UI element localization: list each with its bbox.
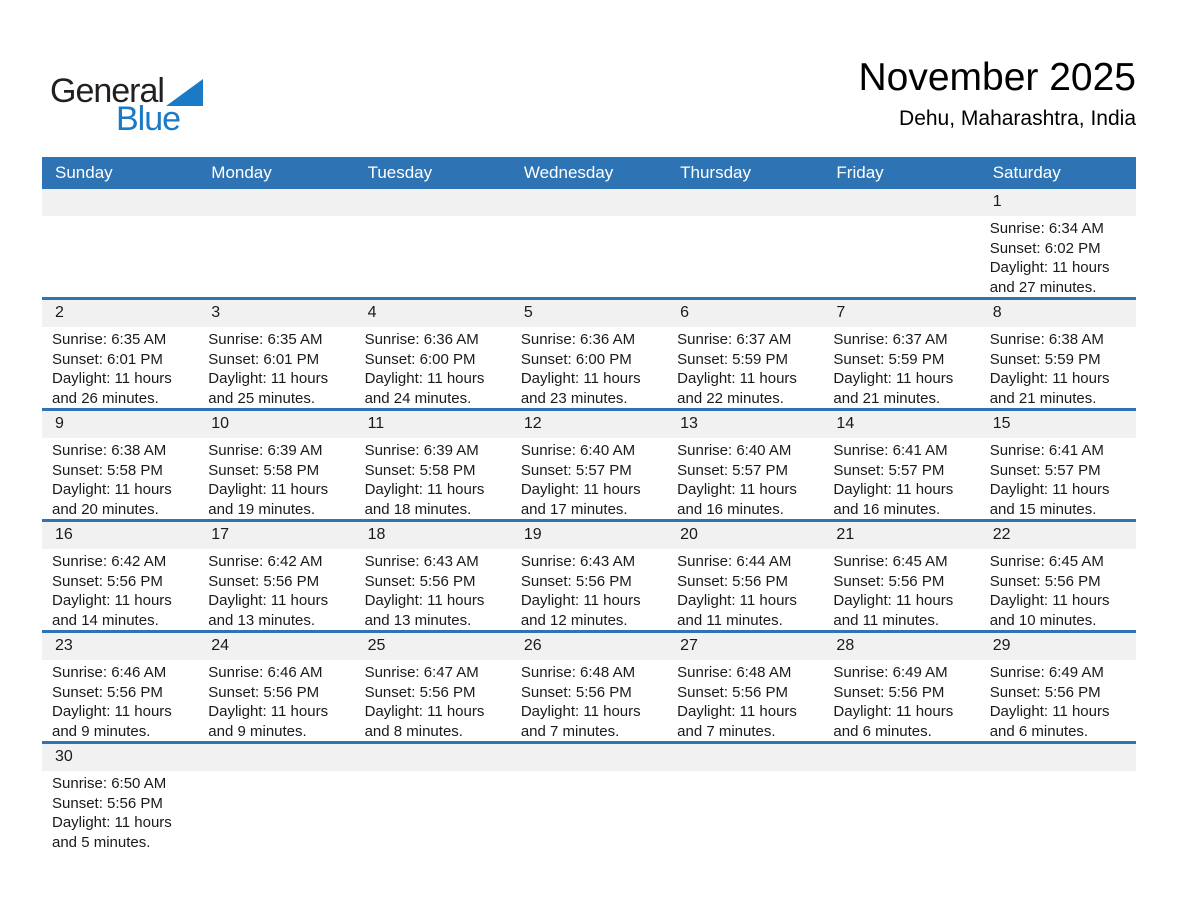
day-details [198,327,354,408]
day-number [198,744,354,771]
day-details [198,771,354,774]
sunset-text: Sunset: 6:00 PM [364,350,476,368]
daylight-text: Daylight: 11 hours and 5 minutes. [52,814,172,851]
sunrise-text: Sunrise: 6:43 AM [520,553,636,570]
daylight-text: Daylight: 11 hours and 9 minutes. [208,703,329,740]
sunset-text: Sunset: 5:56 PM [677,683,789,701]
day-cell-21 [823,522,979,630]
day-cell-26 [511,633,667,741]
daylight-text: Daylight: 11 hours and 14 minutes. [52,592,172,629]
logo-text-general: General [50,72,164,110]
day-details [355,438,511,519]
day-number [42,189,198,216]
day-number [823,744,979,771]
sunrise-text: Sunrise: 6:34 AM [989,220,1104,237]
sunrise-text: Sunrise: 6:46 AM [52,664,167,681]
day-number: 11 [355,411,511,438]
daylight-text: Daylight: 11 hours and 27 minutes. [989,259,1110,296]
day-details [667,549,823,630]
weekday-tuesday: Tuesday [367,163,433,182]
sunset-text: Sunset: 5:56 PM [52,572,163,590]
empty-day-cell [198,189,354,297]
calendar-table [42,157,1136,852]
day-details [980,660,1136,741]
sunset-text: Sunset: 5:57 PM [520,461,632,479]
day-cell-5 [511,300,667,408]
day-details [980,549,1136,630]
empty-day-cell [667,189,823,297]
sunset-text: Sunset: 5:59 PM [677,350,789,368]
week-row [42,300,1136,411]
week-row [42,189,1136,300]
day-number: 7 [823,300,979,327]
general-blue-logo [50,74,203,136]
weekday-monday: Monday [211,163,272,182]
daylight-text: Daylight: 11 hours and 8 minutes. [364,703,485,740]
empty-day-cell [823,744,979,852]
daylight-text: Daylight: 11 hours and 21 minutes. [833,370,954,407]
day-number: 9 [42,411,198,438]
day-details [198,216,354,219]
empty-day-cell [667,744,823,852]
day-number [980,744,1136,771]
sunrise-text: Sunrise: 6:38 AM [989,331,1104,348]
day-cell-28 [823,633,979,741]
day-details [355,327,511,408]
day-number: 25 [355,633,511,660]
week-row [42,744,1136,852]
day-details [42,660,198,741]
logo-text-blue: Blue [116,100,181,138]
sunrise-text: Sunrise: 6:45 AM [989,553,1104,570]
daylight-text: Daylight: 11 hours and 12 minutes. [520,592,641,629]
daylight-text: Daylight: 11 hours and 16 minutes. [677,481,797,518]
day-details [667,216,823,219]
daylight-text: Daylight: 11 hours and 7 minutes. [677,703,797,740]
day-number: 12 [511,411,667,438]
day-details [823,438,979,519]
day-cell-4 [355,300,511,408]
sunset-text: Sunset: 5:56 PM [833,572,945,590]
day-number: 24 [198,633,354,660]
day-cell-20 [667,522,823,630]
day-number: 16 [42,522,198,549]
day-details [355,771,511,774]
day-details [980,327,1136,408]
daylight-text: Daylight: 11 hours and 21 minutes. [989,370,1110,407]
day-cell-12 [511,411,667,519]
sunrise-text: Sunrise: 6:40 AM [520,442,636,459]
weekday-friday: Friday [836,163,884,182]
sunrise-text: Sunrise: 6:39 AM [208,442,323,459]
sunrise-text: Sunrise: 6:46 AM [208,664,323,681]
daylight-text: Daylight: 11 hours and 6 minutes. [989,703,1110,740]
day-number: 26 [511,633,667,660]
week-row [42,522,1136,633]
week-row [42,411,1136,522]
day-number: 10 [198,411,354,438]
sunset-text: Sunset: 5:57 PM [833,461,945,479]
daylight-text: Daylight: 11 hours and 24 minutes. [364,370,485,407]
day-details [667,660,823,741]
daylight-text: Daylight: 11 hours and 26 minutes. [52,370,172,407]
daylight-text: Daylight: 11 hours and 16 minutes. [833,481,954,518]
day-cell-18 [355,522,511,630]
day-cell-6 [667,300,823,408]
daylight-text: Daylight: 11 hours and 19 minutes. [208,481,329,518]
sunset-text: Sunset: 5:56 PM [520,683,632,701]
day-number: 1 [980,189,1136,216]
day-details [355,660,511,741]
day-cell-29 [980,633,1136,741]
day-details [511,771,667,774]
daylight-text: Daylight: 11 hours and 11 minutes. [833,592,954,629]
day-cell-2 [42,300,198,408]
daylight-text: Daylight: 11 hours and 18 minutes. [364,481,485,518]
day-details [511,660,667,741]
day-cell-25 [355,633,511,741]
sunset-text: Sunset: 5:58 PM [364,461,476,479]
day-number [511,744,667,771]
sunrise-text: Sunrise: 6:41 AM [989,442,1104,459]
day-details [823,771,979,774]
daylight-text: Daylight: 11 hours and 7 minutes. [520,703,641,740]
day-details [355,216,511,219]
sunset-text: Sunset: 6:01 PM [52,350,163,368]
day-details [823,216,979,219]
day-number: 6 [667,300,823,327]
calendar-weeks [42,189,1136,852]
weekday-thursday: Thursday [680,163,752,182]
day-cell-10 [198,411,354,519]
day-details [198,549,354,630]
day-details [511,438,667,519]
weekday-saturday: Saturday [992,163,1061,182]
day-details [511,327,667,408]
sunset-text: Sunset: 5:56 PM [364,683,476,701]
empty-day-cell [511,189,667,297]
day-cell-1 [980,189,1136,297]
sunrise-text: Sunrise: 6:45 AM [833,553,948,570]
day-number: 3 [198,300,354,327]
day-details [667,771,823,774]
day-details [667,438,823,519]
sunrise-text: Sunrise: 6:50 AM [52,775,167,792]
day-cell-15 [980,411,1136,519]
day-cell-7 [823,300,979,408]
day-cell-3 [198,300,354,408]
day-details [42,216,198,219]
daylight-text: Daylight: 11 hours and 17 minutes. [520,481,641,518]
day-number: 19 [511,522,667,549]
page-subtitle: Dehu, Maharashtra, India [899,107,1136,130]
sunset-text: Sunset: 5:56 PM [364,572,476,590]
daylight-text: Daylight: 11 hours and 25 minutes. [208,370,329,407]
day-cell-30 [42,744,198,852]
day-details [42,549,198,630]
empty-day-cell [511,744,667,852]
sunrise-text: Sunrise: 6:47 AM [364,664,479,681]
day-number: 21 [823,522,979,549]
day-number: 14 [823,411,979,438]
day-cell-17 [198,522,354,630]
day-number [823,189,979,216]
day-number: 18 [355,522,511,549]
empty-day-cell [355,189,511,297]
empty-day-cell [980,744,1136,852]
daylight-text: Daylight: 11 hours and 13 minutes. [208,592,329,629]
day-cell-8 [980,300,1136,408]
sunrise-text: Sunrise: 6:36 AM [364,331,479,348]
day-cell-24 [198,633,354,741]
day-details [42,771,198,852]
sunrise-text: Sunrise: 6:43 AM [364,553,479,570]
sunset-text: Sunset: 5:56 PM [208,683,320,701]
sunrise-text: Sunrise: 6:44 AM [677,553,792,570]
weekday-header-row [42,157,1136,189]
daylight-text: Daylight: 11 hours and 10 minutes. [989,592,1110,629]
sunset-text: Sunset: 5:56 PM [989,683,1101,701]
day-number: 30 [42,744,198,771]
sunrise-text: Sunrise: 6:41 AM [833,442,948,459]
sunrise-text: Sunrise: 6:49 AM [989,664,1104,681]
day-cell-11 [355,411,511,519]
sunset-text: Sunset: 5:58 PM [208,461,320,479]
sunset-text: Sunset: 5:59 PM [833,350,945,368]
empty-day-cell [198,744,354,852]
day-details [823,549,979,630]
day-number: 13 [667,411,823,438]
sunset-text: Sunset: 5:56 PM [989,572,1101,590]
sunset-text: Sunset: 5:56 PM [52,683,163,701]
daylight-text: Daylight: 11 hours and 6 minutes. [833,703,954,740]
day-number: 8 [980,300,1136,327]
day-number [355,189,511,216]
sunset-text: Sunset: 5:56 PM [520,572,632,590]
sunset-text: Sunset: 5:57 PM [989,461,1101,479]
week-row [42,633,1136,744]
day-details [980,216,1136,297]
day-details [667,327,823,408]
day-details [980,771,1136,774]
day-number: 20 [667,522,823,549]
day-cell-16 [42,522,198,630]
weekday-sunday: Sunday [55,163,113,182]
day-number [667,189,823,216]
day-cell-9 [42,411,198,519]
day-details [355,549,511,630]
sunrise-text: Sunrise: 6:42 AM [208,553,323,570]
day-number [667,744,823,771]
day-number [198,189,354,216]
day-number: 22 [980,522,1136,549]
sunrise-text: Sunrise: 6:36 AM [520,331,636,348]
sunrise-text: Sunrise: 6:37 AM [677,331,792,348]
day-details [823,660,979,741]
day-number: 4 [355,300,511,327]
daylight-text: Daylight: 11 hours and 22 minutes. [677,370,797,407]
day-number: 27 [667,633,823,660]
empty-day-cell [355,744,511,852]
weekday-wednesday: Wednesday [523,163,614,182]
sunrise-text: Sunrise: 6:39 AM [364,442,479,459]
daylight-text: Daylight: 11 hours and 9 minutes. [52,703,172,740]
daylight-text: Daylight: 11 hours and 11 minutes. [677,592,797,629]
sunset-text: Sunset: 5:56 PM [677,572,789,590]
day-number: 17 [198,522,354,549]
day-cell-13 [667,411,823,519]
day-number [355,744,511,771]
day-cell-14 [823,411,979,519]
sunrise-text: Sunrise: 6:35 AM [208,331,323,348]
day-number: 23 [42,633,198,660]
sunset-text: Sunset: 5:57 PM [677,461,789,479]
sunset-text: Sunset: 5:58 PM [52,461,163,479]
day-cell-19 [511,522,667,630]
sunrise-text: Sunrise: 6:37 AM [833,331,948,348]
sunrise-text: Sunrise: 6:38 AM [52,442,167,459]
day-number [511,189,667,216]
sunrise-text: Sunrise: 6:49 AM [833,664,948,681]
daylight-text: Daylight: 11 hours and 23 minutes. [520,370,641,407]
day-details [511,216,667,219]
day-cell-22 [980,522,1136,630]
empty-day-cell [42,189,198,297]
sunrise-text: Sunrise: 6:40 AM [677,442,792,459]
day-details [511,549,667,630]
daylight-text: Daylight: 11 hours and 20 minutes. [52,481,172,518]
page-title: November 2025 [858,56,1136,99]
sunset-text: Sunset: 6:01 PM [208,350,320,368]
day-details [198,660,354,741]
day-number: 29 [980,633,1136,660]
day-details [42,438,198,519]
sunset-text: Sunset: 5:59 PM [989,350,1101,368]
day-cell-27 [667,633,823,741]
sunset-text: Sunset: 6:00 PM [520,350,632,368]
sunrise-text: Sunrise: 6:48 AM [520,664,636,681]
day-details [980,438,1136,519]
sunrise-text: Sunrise: 6:35 AM [52,331,167,348]
sunrise-text: Sunrise: 6:42 AM [52,553,167,570]
sunrise-text: Sunrise: 6:48 AM [677,664,792,681]
day-number: 15 [980,411,1136,438]
day-details [823,327,979,408]
day-number: 5 [511,300,667,327]
day-details [42,327,198,408]
sunset-text: Sunset: 5:56 PM [52,794,163,812]
empty-day-cell [823,189,979,297]
day-cell-23 [42,633,198,741]
sunset-text: Sunset: 6:02 PM [989,239,1101,257]
page-header [42,0,1136,157]
sunset-text: Sunset: 5:56 PM [208,572,320,590]
day-number: 2 [42,300,198,327]
daylight-text: Daylight: 11 hours and 15 minutes. [989,481,1110,518]
title-block [859,56,1137,131]
sunset-text: Sunset: 5:56 PM [833,683,945,701]
daylight-text: Daylight: 11 hours and 13 minutes. [364,592,485,629]
day-number: 28 [823,633,979,660]
day-details [198,438,354,519]
